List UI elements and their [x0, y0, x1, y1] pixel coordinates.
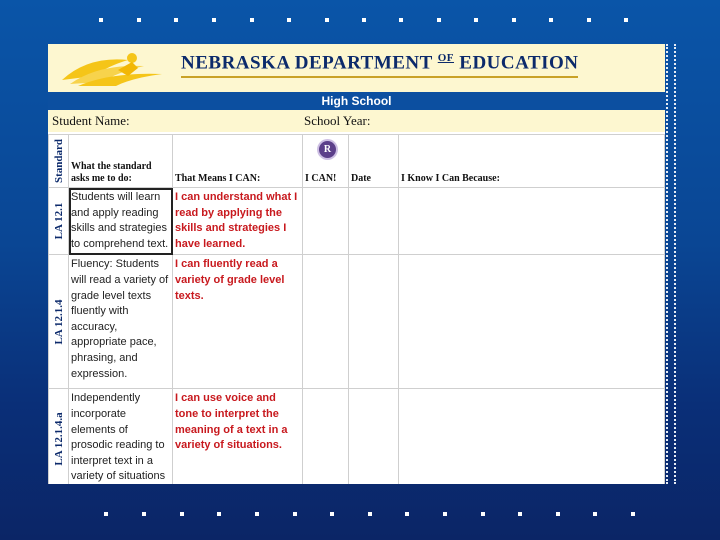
means-column-header: That Means I CAN:: [173, 135, 303, 188]
date-cell[interactable]: [349, 188, 399, 255]
standards-table: [48, 134, 665, 484]
what-column-header: What the standard asks me to do:: [69, 135, 173, 188]
org-title: NEBRASKA DEPARTMENT $^{OF}$ EDUCATION: [181, 52, 578, 78]
bottom-dot-row: [0, 512, 720, 518]
table-row: [49, 188, 665, 255]
reading-badge-icon: R: [319, 141, 336, 158]
evidence-cell[interactable]: [399, 188, 665, 255]
student-info-row: [48, 110, 665, 132]
standard-column-header: Standard: [49, 135, 69, 188]
know-column-header: I Know I Can Because:: [399, 135, 665, 188]
means-cell: I can fluently read a variety of grade level texts.: [173, 255, 303, 389]
evidence-cell[interactable]: [399, 255, 665, 389]
ican-cell[interactable]: [303, 389, 349, 484]
nde-logo-icon: [58, 50, 173, 88]
rubric-document: [48, 44, 665, 484]
means-cell: I can use voice and tone to interpret the meaning of a text in a variety of situations.: [173, 389, 303, 484]
means-cell: I can understand what I read by applying the skills and strategies I have learned.: [173, 188, 303, 255]
table-row: [49, 255, 665, 389]
date-column-header: Date: [349, 135, 399, 188]
document-edge: [666, 44, 676, 484]
table-header-row: [49, 135, 665, 188]
level-title: High School: [48, 92, 665, 110]
ican-column-header: R I CAN!: [303, 135, 349, 188]
school-year-label: School Year:: [304, 113, 371, 128]
evidence-cell[interactable]: [399, 389, 665, 484]
what-cell: Fluency: Students will read a variety of grade level texts fluently with accuracy, appropriate pace, phrasing, and expression.: [69, 255, 173, 389]
ican-cell[interactable]: [303, 188, 349, 255]
standard-code-cell: LA 12.1.4.a: [49, 389, 69, 484]
table-row: [49, 389, 665, 484]
ican-cell[interactable]: [303, 255, 349, 389]
date-cell[interactable]: [349, 389, 399, 484]
top-dot-row: [0, 18, 720, 24]
date-cell[interactable]: [349, 255, 399, 389]
what-cell: Students will learn and apply reading skills and strategies to comprehend text.: [69, 188, 173, 255]
header-banner: [48, 44, 665, 92]
standard-code-cell: LA 12.1.4: [49, 255, 69, 389]
standard-code-cell: LA 12.1: [49, 188, 69, 255]
student-name-label: Student Name:: [52, 113, 130, 128]
what-cell: Independently incorporate elements of prosodic reading to interpret text in a variety of situations: [69, 389, 173, 484]
